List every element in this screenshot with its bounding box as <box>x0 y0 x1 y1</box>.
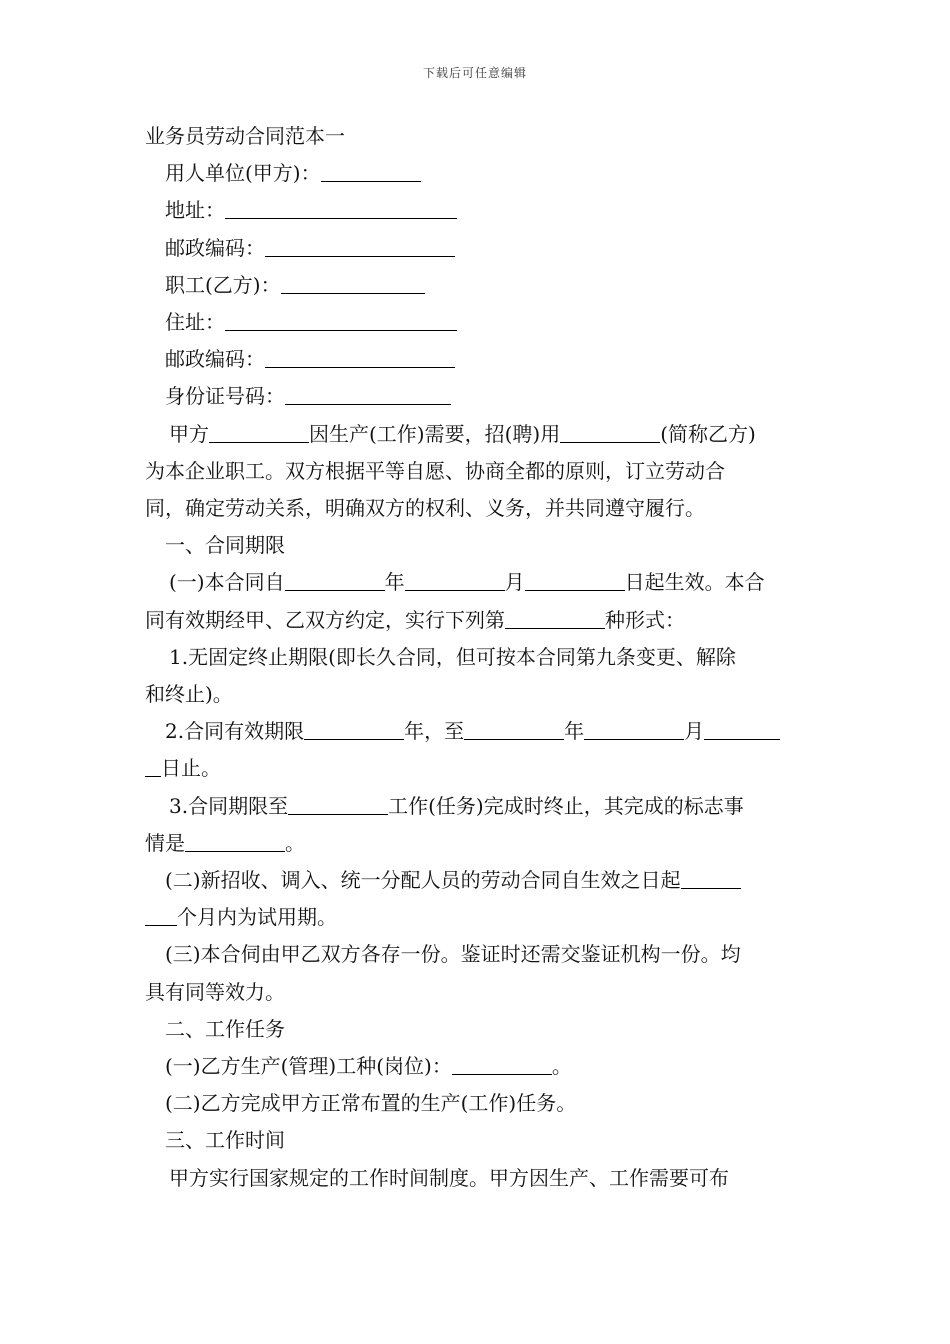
section-2-heading: 二、工作任务 <box>165 1016 285 1041</box>
s1-a-line-2: 同有效期经甲、乙双方约定，实行下列第 种形式： <box>145 607 685 632</box>
page-header: 下载后可任意编辑 <box>422 66 527 80</box>
field-id-number: 身份证号码： <box>145 378 807 415</box>
blank-line <box>145 756 161 777</box>
blank-line <box>304 719 404 740</box>
blank-line <box>209 422 309 443</box>
s1-item-2-line-2: 日止。 <box>145 750 807 787</box>
s1-item-2-line-1: 2.合同有效期限 年，至 年 月 <box>145 713 807 750</box>
s2-a-line: (一)乙方生产(管理)工种(岗位)： 。 <box>165 1054 572 1079</box>
blank-line <box>452 1054 552 1075</box>
s1-item-1-line-2: 和终止)。 <box>145 682 233 707</box>
s1-b-line-1: (二)新招收、调入、统一分配人员的劳动合同自生效之日起 <box>145 862 807 899</box>
blank-line <box>321 161 421 182</box>
intro-line-3: 同，确定劳动关系，明确双方的权利、义务，并共同遵守履行。 <box>145 496 705 521</box>
s1-item-3-line-1: 3.合同期限至 工作(任务)完成时终止，其完成的标志事 <box>169 793 744 818</box>
blank-line <box>265 236 455 257</box>
intro-line-1: 甲方 因生产(工作)需要，招(聘)用 (简称乙方) <box>169 421 756 446</box>
blank-line <box>525 570 625 591</box>
blank-line <box>285 384 451 405</box>
intro-line-2: 为本企业职工。双方根据平等自愿、协商全都的原则，订立劳动合 <box>145 458 725 483</box>
s1-item-1-line-1: 1.无固定终止期限(即长久合同，但可按本合同第九条变更、解除 <box>169 644 736 669</box>
section-3-heading: 三、工作时间 <box>165 1128 285 1153</box>
s1-c-line-2: 具有同等效力。 <box>145 979 285 1004</box>
s2-b-line: (二)乙方完成甲方正常布置的生产(工作)任务。 <box>165 1091 577 1116</box>
blank-line <box>704 719 780 740</box>
contract-title: 业务员劳动合同范本一 <box>145 124 345 148</box>
field-residence: 住址： <box>145 304 807 341</box>
s1-a-line-1: (一)本合同自 年 月 日起生效。本合 <box>169 570 765 595</box>
blank-line <box>285 570 385 591</box>
field-address: 地址： <box>145 192 807 229</box>
s1-c-line-1: (三)本合伺由甲乙双方各存一份。鉴证时还需交鉴证机构一份。均 <box>165 942 741 967</box>
blank-line <box>405 570 505 591</box>
blank-line <box>584 719 684 740</box>
blank-line <box>225 198 457 219</box>
field-employer: 用人单位(甲方)： <box>145 155 807 192</box>
blank-line <box>560 422 660 443</box>
field-postcode-2: 邮政编码： <box>145 341 807 378</box>
s3-paragraph-line: 甲方实行国家规定的工作时间制度。甲方因生产、工作需要可布 <box>169 1165 729 1190</box>
blank-line <box>281 273 425 294</box>
section-1-heading: 一、合同期限 <box>165 533 285 558</box>
s1-b-line-2: 个月内为试用期。 <box>145 899 807 936</box>
blank-line <box>185 831 285 852</box>
blank-line <box>681 868 741 889</box>
blank-line <box>288 794 388 815</box>
field-employee: 职工(乙方)： <box>145 267 807 304</box>
blank-line <box>225 310 457 331</box>
blank-line <box>265 347 455 368</box>
contract-body <box>145 118 807 1197</box>
blank-line <box>464 719 564 740</box>
field-postcode-1: 邮政编码： <box>145 230 807 267</box>
blank-line <box>505 608 605 629</box>
blank-line <box>145 905 177 926</box>
s1-item-3-line-2: 情是 。 <box>145 830 305 855</box>
